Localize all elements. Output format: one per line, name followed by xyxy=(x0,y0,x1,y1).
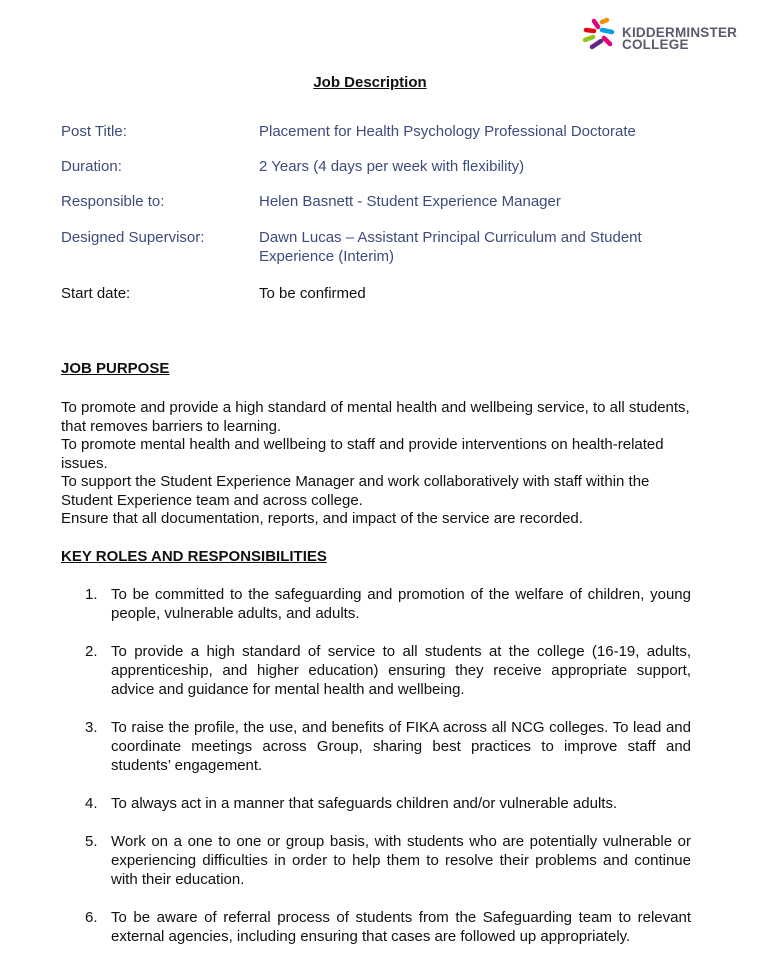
key-roles-heading: KEY ROLES AND RESPONSIBILITIES xyxy=(61,548,327,565)
college-logo xyxy=(580,16,760,56)
field-value: To be confirmed xyxy=(259,285,366,302)
logo-line-2: COLLEGE xyxy=(622,37,689,52)
list-item xyxy=(61,585,691,623)
field-label: Start date: xyxy=(61,285,131,302)
list-item xyxy=(61,832,691,889)
list-item xyxy=(61,794,691,813)
field-value: 2 Years (4 days per week with flexibility) xyxy=(259,158,525,175)
logo-stroke xyxy=(592,41,601,47)
list-item-number: 3. xyxy=(85,719,98,736)
field-label: Designed Supervisor: xyxy=(61,229,205,246)
logo-stroke xyxy=(585,37,593,40)
document-title: Job Description xyxy=(313,74,427,91)
purpose-paragraph: To promote mental health and wellbeing to staff and provide interventions on health-related issues. xyxy=(61,436,664,472)
field-label: Post Title: xyxy=(61,123,127,140)
job-purpose-heading: JOB PURPOSE xyxy=(61,360,170,377)
list-item-text: To be aware of referral process of students from the Safeguarding team to relevant external agencies, including ensuring that cases are followed up appropriately. xyxy=(111,909,691,945)
logo-wordmark xyxy=(622,27,737,51)
list-item xyxy=(61,642,691,699)
logo-line-1: KIDDERMINSTER xyxy=(622,25,738,40)
list-item-number: 4. xyxy=(85,795,98,812)
list-item-text: To always act in a manner that safeguards children and/or vulnerable adults. xyxy=(111,795,618,812)
list-item-text: Work on a one to one or group basis, with students who are potentially vulnerable or experiencing difficulties in order to help them to resolve their problems and continue with their education. xyxy=(111,833,691,888)
list-item-number: 6. xyxy=(85,909,98,926)
list-item-text: To be committed to the safeguarding and promotion of the welfare of children, young people, vulnerable adults, and adults. xyxy=(111,586,691,622)
list-item xyxy=(61,908,691,946)
list-item xyxy=(61,718,691,775)
list-item-number: 5. xyxy=(85,833,98,850)
responsibilities-list xyxy=(61,585,691,965)
purpose-paragraph: To promote and provide a high standard of mental health and wellbeing service, to all students, that removes barriers to learning. xyxy=(61,399,690,435)
field-label: Duration: xyxy=(61,158,122,175)
list-item-number: 1. xyxy=(85,586,98,603)
list-item-text: To raise the profile, the use, and benefits of FIKA across all NCG colleges. To lead and coordinate meetings across Group, sharing best practices to improve staff and students’ engagement. xyxy=(111,719,691,774)
logo-stroke xyxy=(602,20,607,22)
field-value: Placement for Health Psychology Professional Doctorate xyxy=(259,123,636,140)
list-item-text: To provide a high standard of service to all students at the college (16-19, adults, apprenticeship, and higher education) ensuring they receive appropriate support, advice and guidance for mental health and wellbeing. xyxy=(111,643,691,698)
purpose-paragraph: To support the Student Experience Manager and work collaboratively with staff within the Student Experience team and across college. xyxy=(61,473,650,509)
list-item-number: 2. xyxy=(85,643,98,660)
logo-stroke xyxy=(594,21,598,27)
field-value: Helen Basnett - Student Experience Manager xyxy=(259,193,561,210)
field-label: Responsible to: xyxy=(61,193,165,210)
logo-stroke xyxy=(604,38,610,44)
purpose-paragraph: Ensure that all documentation, reports, and impact of the service are recorded. xyxy=(61,510,583,527)
logo-mark-icon xyxy=(580,16,620,56)
logo-stroke xyxy=(586,30,594,31)
job-purpose-text xyxy=(61,399,691,529)
logo-stroke xyxy=(602,30,612,32)
field-value: Dawn Lucas – Assistant Principal Curriculum and Student Experience (Interim) xyxy=(259,229,642,265)
